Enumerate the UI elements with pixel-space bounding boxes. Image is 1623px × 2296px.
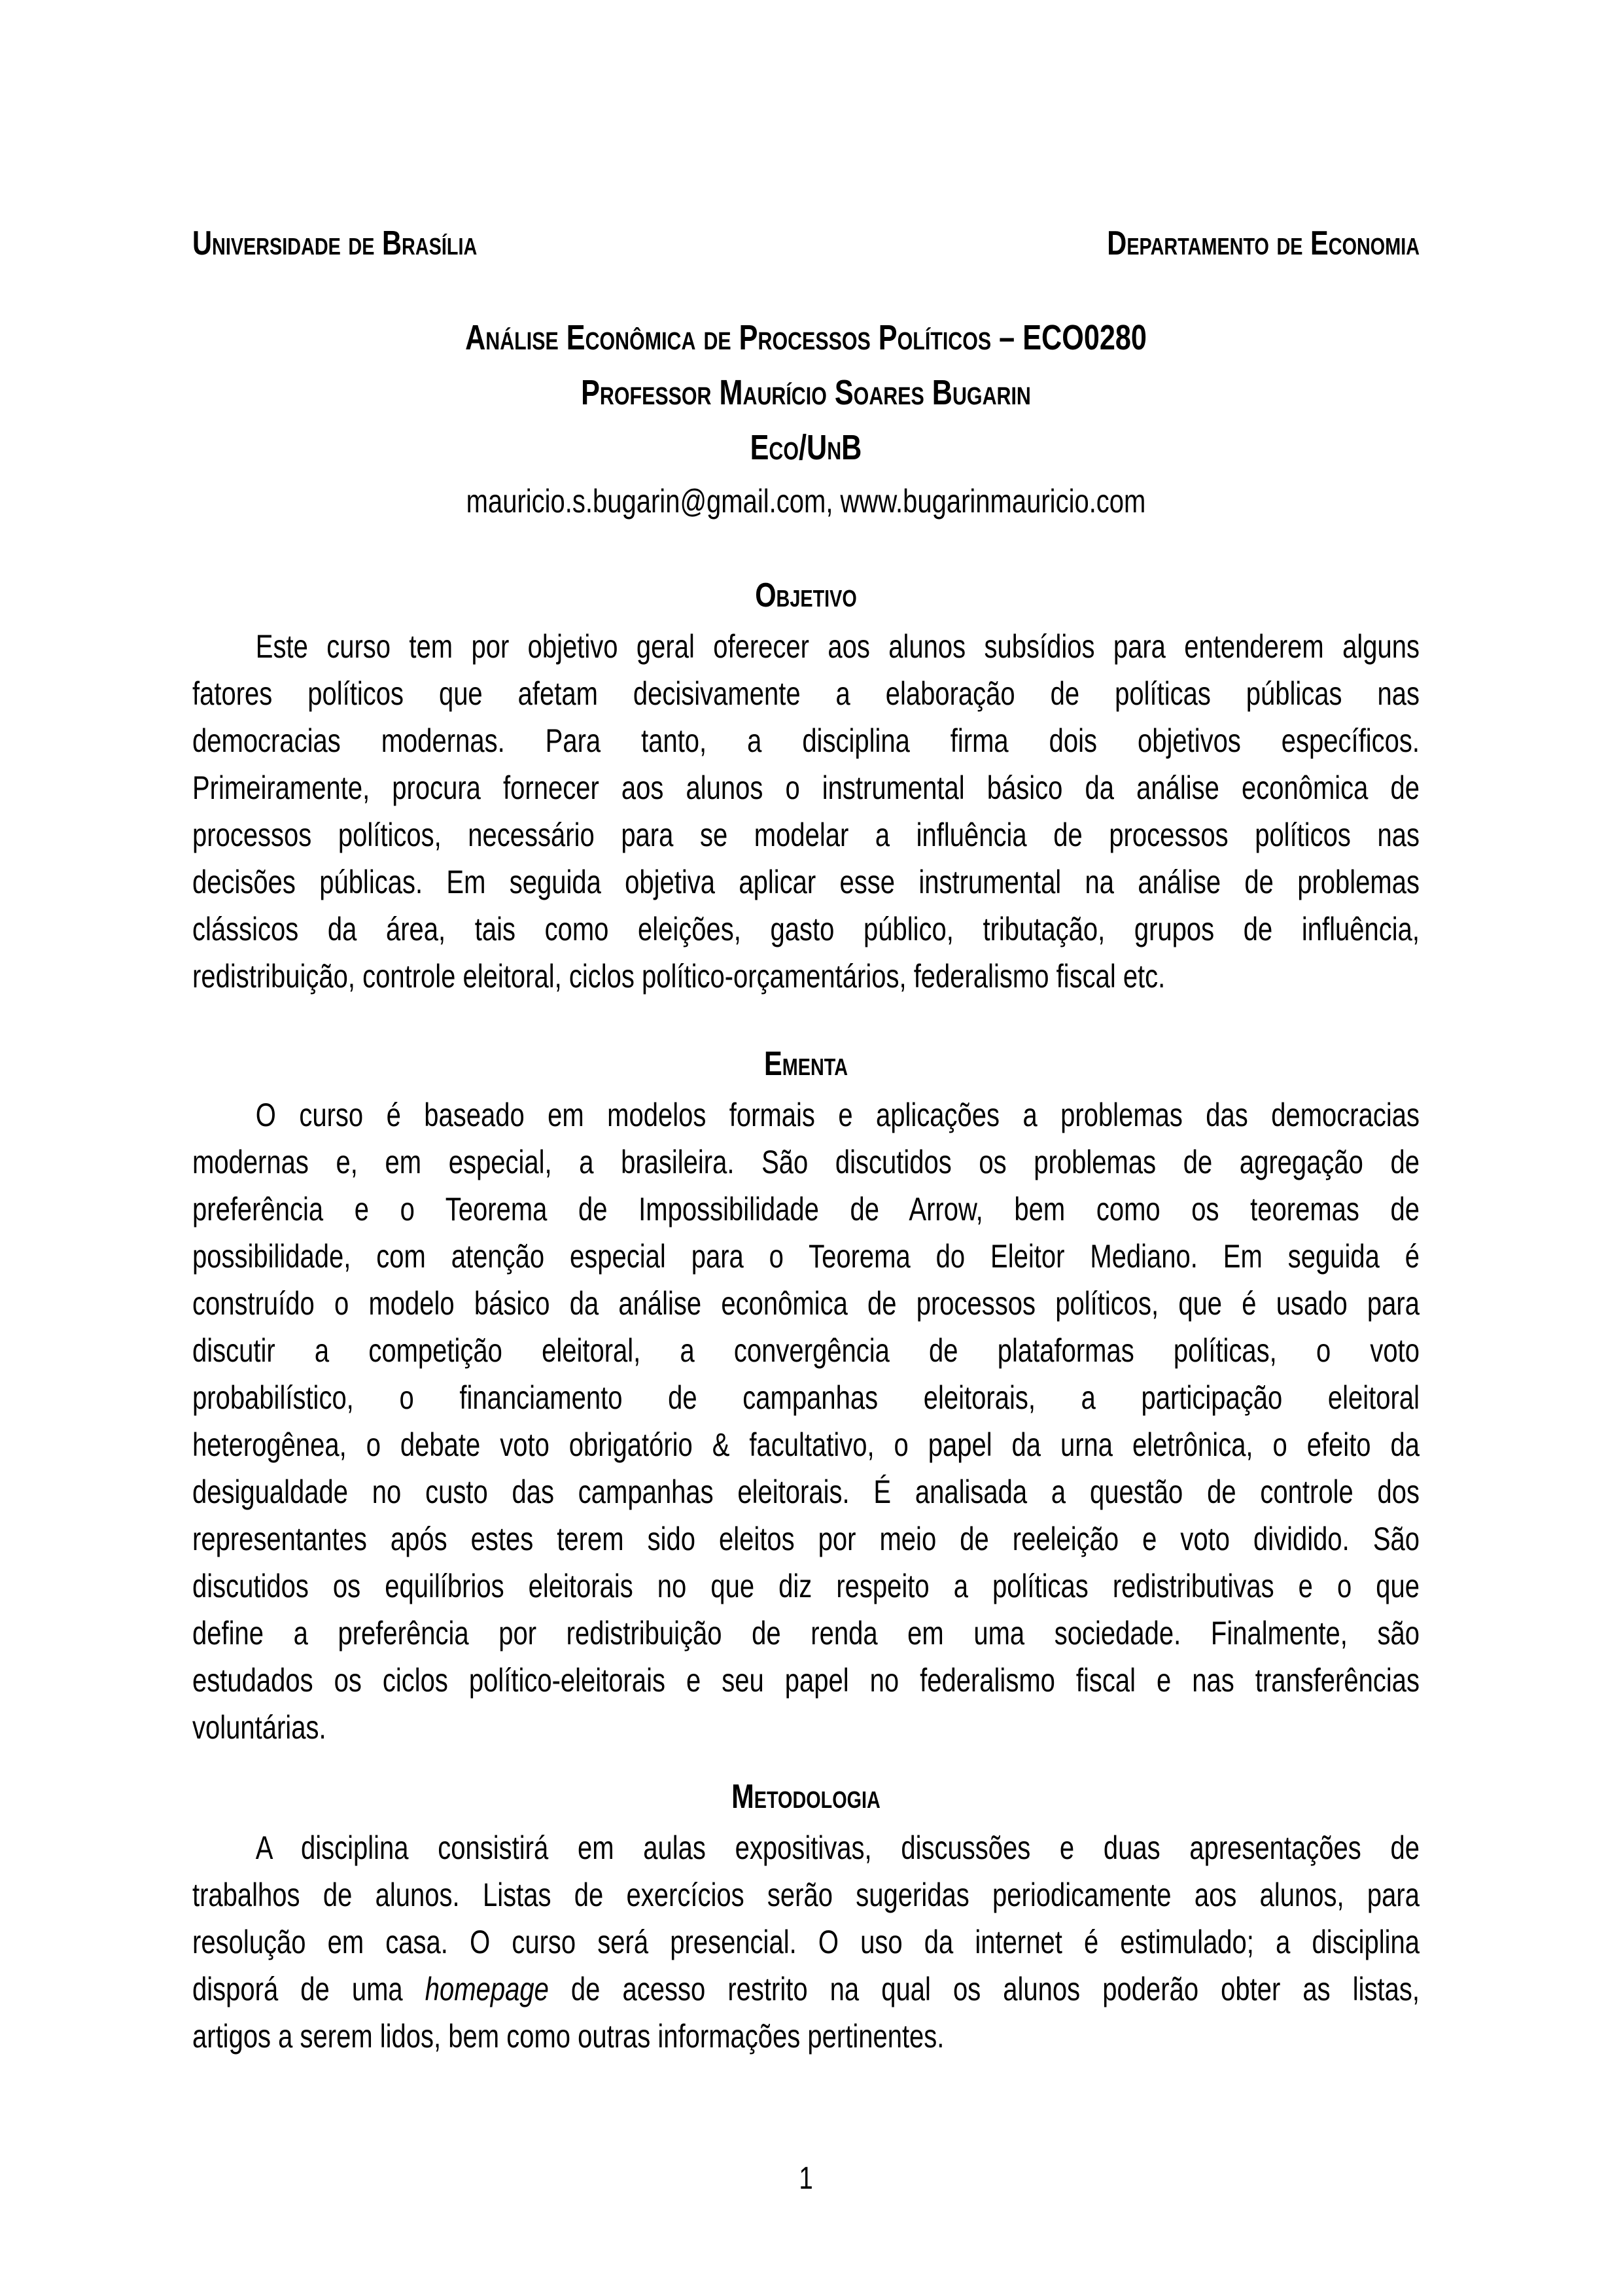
ementa-paragraph xyxy=(192,1091,1420,1751)
paragraph-line: discutir a competição eleitoral, a convergência de plataformas políticas, o voto xyxy=(192,1332,1420,1369)
paragraph-line: construído o modelo básico da análise econômica de processos políticos, que é usado para xyxy=(192,1285,1420,1322)
paragraph-line: representantes após estes terem sido eleitos por meio de reeleição e voto dividido. São xyxy=(192,1521,1420,1557)
paragraph-line: resolução em casa. O curso será presencial. O uso da internet é estimulado; a disciplina xyxy=(192,1924,1420,1960)
paragraph-line: estudados os ciclos político-eleitorais e seu papel no federalismo fiscal e nas transferências xyxy=(192,1662,1420,1699)
paragraph-line: voluntárias. xyxy=(192,1709,326,1746)
objetivo-paragraph xyxy=(192,623,1420,1000)
affiliation: Eco/UnB xyxy=(750,428,862,467)
contact-info: mauricio.s.bugarin@gmail.com, www.bugarinmauricio.com xyxy=(466,483,1146,520)
paragraph-line: fatores políticos que afetam decisivamente a elaboração de políticas públicas nas xyxy=(192,675,1420,712)
metodologia-heading: Metodologia xyxy=(731,1778,881,1816)
paragraph-line: modernas e, em especial, a brasileira. São discutidos os problemas de agregação de xyxy=(192,1144,1420,1180)
document-header xyxy=(192,222,1420,264)
paragraph-line: A disciplina consistirá em aulas expositivas, discussões e duas apresentações de xyxy=(255,1829,1420,1866)
title-block xyxy=(192,310,1420,527)
paragraph-line: redistribuição, controle eleitoral, ciclos político-orçamentários, federalismo fiscal etc. xyxy=(192,958,1166,995)
paragraph-line: possibilidade, com atenção especial para o Teorema do Eleitor Mediano. Em seguida é xyxy=(192,1238,1420,1275)
paragraph-line: artigos a serem lidos, bem como outras informações pertinentes. xyxy=(192,2018,945,2055)
professor-name: Professor Maurício Soares Bugarin xyxy=(581,373,1031,412)
paragraph-line: discutidos os equilíbrios eleitorais no que diz respeito a políticas redistributivas e o que xyxy=(192,1568,1420,1604)
page-number: 1 xyxy=(799,2161,813,2196)
metodologia-paragraph xyxy=(192,1824,1420,2060)
paragraph-line: define a preferência por redistribuição de renda em uma sociedade. Finalmente, são xyxy=(192,1615,1420,1651)
paragraph-line: Primeiramente, procura fornecer aos alunos o instrumental básico da análise econômica de xyxy=(192,769,1420,806)
paragraph-line: O curso é baseado em modelos formais e aplicações a problemas das democracias xyxy=(255,1097,1420,1133)
paragraph-line: desigualdade no custo das campanhas eleitorais. É analisada a questão de controle dos xyxy=(192,1474,1420,1510)
paragraph-line: decisões públicas. Em seguida objetiva aplicar esse instrumental na análise de problemas xyxy=(192,864,1420,900)
paragraph-line: preferência e o Teorema de Impossibilidade de Arrow, bem como os teoremas de xyxy=(192,1191,1420,1227)
paragraph-line: disporá de uma homepage de acesso restrito na qual os alunos poderão obter as listas, xyxy=(192,1971,1420,2007)
objetivo-heading: Objetivo xyxy=(755,576,857,614)
paragraph-line: clássicos da área, tais como eleições, gasto público, tributação, grupos de influência, xyxy=(192,911,1420,947)
course-title: Análise Econômica de Processos Políticos – ECO0280 xyxy=(465,318,1147,357)
university-name: Universidade de Brasília xyxy=(192,224,478,262)
paragraph-line: trabalhos de alunos. Listas de exercícios serão sugeridas periodicamente aos alunos, para xyxy=(192,1877,1420,1913)
paragraph-line: heterogênea, o debate voto obrigatório & facultativo, o papel da urna eletrônica, o efeito da xyxy=(192,1426,1420,1463)
paragraph-line: probabilístico, o financiamento de campanhas eleitorais, a participação eleitoral xyxy=(192,1379,1420,1416)
ementa-heading: Ementa xyxy=(764,1045,848,1083)
department-name: Departamento de Economia xyxy=(1107,224,1420,262)
content-column xyxy=(192,0,1420,2296)
paragraph-line: Este curso tem por objetivo geral oferecer aos alunos subsídios para entenderem alguns xyxy=(255,628,1420,665)
paragraph-line: processos políticos, necessário para se modelar a influência de processos políticos nas xyxy=(192,817,1420,853)
paragraph-line: democracias modernas. Para tanto, a disciplina firma dois objetivos específicos. xyxy=(192,722,1420,759)
